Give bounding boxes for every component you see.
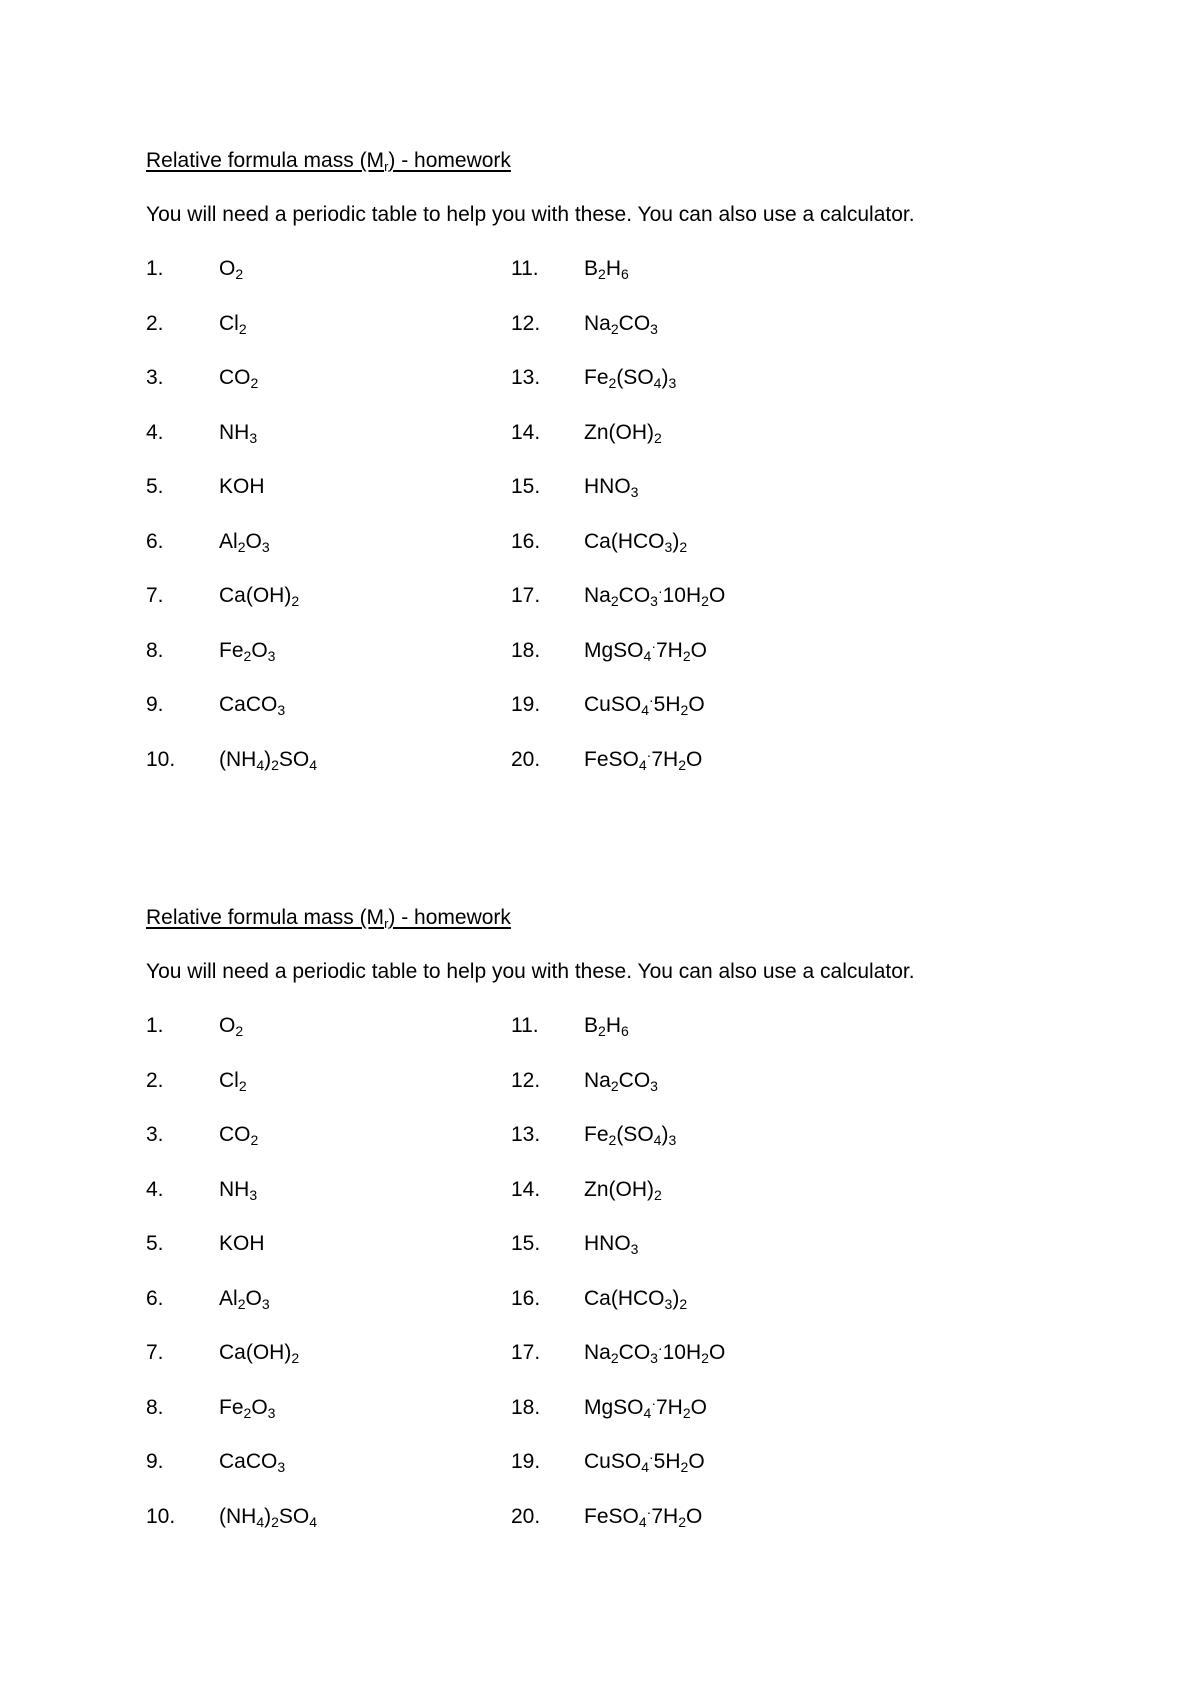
question-number: 11. <box>511 257 539 280</box>
formula-subscript: 3 <box>267 1404 276 1421</box>
chemical-formula <box>219 254 243 284</box>
worksheet-2 <box>146 903 1046 1530</box>
formula-subscript: 4 <box>641 1459 649 1475</box>
formula-subscript: 4 <box>256 756 265 773</box>
question-number: 16. <box>511 529 541 553</box>
formula-text: Fe <box>584 1123 609 1146</box>
question-number: 20. <box>511 1504 541 1528</box>
formula-text: O <box>708 584 726 607</box>
question-item <box>511 1066 841 1121</box>
question-number: 2. <box>146 311 164 335</box>
question-number: 14. <box>511 1177 541 1201</box>
formula-subscript: 2 <box>238 1077 247 1094</box>
question-number: 12. <box>511 1068 541 1092</box>
formula-text: ) <box>264 1504 272 1528</box>
formula-text: CO <box>618 584 651 607</box>
formula-text: CO <box>219 366 251 389</box>
formula-subscript: 2 <box>610 593 619 609</box>
question-item <box>511 690 841 745</box>
formula-text: O <box>245 529 262 553</box>
chemical-formula <box>584 1229 638 1259</box>
formula-subscript: 2 <box>237 538 246 555</box>
chemical-formula <box>584 1447 705 1477</box>
formula-text: O <box>251 638 268 662</box>
chemical-formula <box>584 1393 707 1423</box>
question-item <box>146 309 476 364</box>
question-number: 1. <box>146 257 164 280</box>
hydrate-dot: · <box>651 637 656 654</box>
formula-text: ) <box>672 1286 680 1310</box>
question-number: 16. <box>511 1286 541 1310</box>
formula-text: O <box>688 693 705 716</box>
question-number: 12. <box>511 311 541 335</box>
formula-text: CuSO <box>584 693 642 716</box>
question-item <box>511 254 841 309</box>
chemical-formula <box>584 527 687 557</box>
formula-text: FeSO <box>584 747 639 771</box>
question-number: 17. <box>511 584 541 607</box>
question-item <box>146 418 476 473</box>
question-number: 10. <box>146 747 176 771</box>
formula-text: Na <box>584 1341 611 1364</box>
formula-subscript: 4 <box>309 756 318 773</box>
question-number: 9. <box>146 1450 164 1473</box>
question-item <box>511 527 841 582</box>
question-list-right <box>511 1011 841 1556</box>
worksheet-title <box>146 146 1046 176</box>
chemical-formula <box>219 1338 299 1368</box>
formula-text: SO <box>278 1504 310 1528</box>
question-item <box>146 1338 476 1393</box>
question-number: 15. <box>511 1232 541 1255</box>
formula-subscript: 2 <box>238 320 247 337</box>
question-number: 5. <box>146 475 164 498</box>
title-subscript: r <box>384 916 389 931</box>
formula-text: CO <box>618 1068 651 1092</box>
formula-subscript: 2 <box>679 1295 688 1312</box>
chemical-formula <box>219 690 285 720</box>
formula-text: O <box>690 638 707 662</box>
formula-text: 7H <box>651 747 679 771</box>
chemical-formula <box>219 1502 317 1532</box>
question-item <box>511 1120 841 1175</box>
question-item <box>511 1393 841 1448</box>
question-item <box>146 1175 476 1230</box>
hydrate-dot: · <box>651 1394 656 1411</box>
formula-text: HNO <box>584 1232 631 1255</box>
formula-subscript: 2 <box>271 756 279 773</box>
question-number: 8. <box>146 1395 164 1419</box>
formula-text: CO <box>219 1123 251 1146</box>
formula-subscript: 2 <box>235 266 244 282</box>
hydrate-dot: · <box>657 583 663 599</box>
formula-text: KOH <box>219 475 265 498</box>
instructions-text: You will need a periodic table to help you with these. You can also use a calculator. <box>146 203 915 226</box>
question-number: 11. <box>511 1014 539 1037</box>
formula-subscript: 2 <box>608 1132 617 1148</box>
question-number: 13. <box>511 1123 541 1146</box>
formula-text: CO <box>618 311 651 335</box>
hydrate-dot: · <box>646 1503 652 1520</box>
question-number: 20. <box>511 747 541 771</box>
chemical-formula <box>219 745 317 775</box>
question-number: 17. <box>511 1341 541 1364</box>
question-number: 3. <box>146 1123 164 1146</box>
formula-subscript: 3 <box>630 1241 639 1257</box>
formula-text: ) <box>264 747 272 771</box>
question-list-left <box>146 254 476 799</box>
formula-text: H <box>605 1014 621 1037</box>
question-item <box>146 472 476 527</box>
title-text-end: ) - homework <box>388 149 511 172</box>
chemical-formula <box>584 690 705 720</box>
formula-subscript: 2 <box>610 1350 619 1366</box>
formula-subscript: 2 <box>608 375 617 391</box>
formula-subscript: 2 <box>598 266 606 282</box>
formula-subscript: 4 <box>643 1404 652 1421</box>
formula-text: Na <box>584 311 611 335</box>
question-item <box>146 1066 476 1121</box>
formula-subscript: 4 <box>309 1513 318 1530</box>
question-item <box>511 745 841 800</box>
hydrate-dot: · <box>648 1449 654 1465</box>
formula-text: HNO <box>584 475 631 498</box>
question-item <box>511 1284 841 1339</box>
formula-text: 7H <box>651 1504 679 1528</box>
formula-subscript: 6 <box>620 266 629 282</box>
question-item <box>146 745 476 800</box>
formula-text: NH <box>219 1177 250 1201</box>
formula-text: (SO <box>616 366 654 389</box>
question-item <box>146 1120 476 1175</box>
formula-subscript: 2 <box>291 1350 300 1366</box>
formula-subscript: 2 <box>701 1350 709 1366</box>
question-number: 3. <box>146 366 164 389</box>
hydrate-dot: · <box>657 1340 663 1356</box>
formula-text: 7H <box>655 1395 683 1419</box>
question-number: 19. <box>511 1450 541 1473</box>
formula-subscript: 2 <box>610 1077 619 1094</box>
question-number: 9. <box>146 693 164 716</box>
question-item <box>511 1447 841 1502</box>
formula-subscript: 4 <box>638 1513 647 1530</box>
instructions-text: You will need a periodic table to help you with these. You can also use a calculator. <box>146 960 915 983</box>
chemical-formula <box>219 527 270 557</box>
formula-subscript: 6 <box>620 1023 629 1039</box>
formula-text: Al <box>219 529 238 553</box>
chemical-formula <box>584 1066 658 1096</box>
formula-subscript: 3 <box>650 320 658 337</box>
chemical-formula <box>219 581 299 611</box>
question-item <box>511 472 841 527</box>
formula-subscript: 2 <box>598 1023 606 1039</box>
question-number: 6. <box>146 529 164 553</box>
formula-subscript: 2 <box>678 756 686 773</box>
chemical-formula <box>219 1393 275 1423</box>
formula-subscript: 2 <box>271 1513 279 1530</box>
question-item <box>146 527 476 582</box>
formula-text: 5H <box>653 1450 681 1473</box>
hydrate-dot: · <box>646 746 652 763</box>
chemical-formula <box>584 581 725 611</box>
formula-text: Al <box>219 1286 238 1310</box>
formula-text: 7H <box>655 638 683 662</box>
formula-text: Ca(HCO <box>584 529 665 553</box>
chemical-formula <box>219 1120 258 1150</box>
formula-subscript: 4 <box>653 1132 662 1148</box>
chemical-formula <box>584 472 638 502</box>
question-item <box>511 1011 841 1066</box>
formula-subscript: 2 <box>250 375 259 391</box>
formula-subscript: 2 <box>291 593 300 609</box>
question-number: 7. <box>146 1341 164 1364</box>
question-number: 14. <box>511 420 541 444</box>
formula-text: (NH <box>219 747 257 771</box>
hydrate-dot: · <box>648 692 654 708</box>
formula-text: Na <box>584 584 611 607</box>
question-item <box>146 1011 476 1066</box>
question-number: 1. <box>146 1014 164 1037</box>
formula-subscript: 3 <box>664 1295 673 1312</box>
formula-text: (SO <box>616 1123 654 1146</box>
question-number: 2. <box>146 1068 164 1092</box>
question-item <box>146 1284 476 1339</box>
chemical-formula <box>219 1447 285 1477</box>
formula-text: MgSO <box>584 1395 644 1419</box>
formula-text: CaCO <box>219 1450 278 1473</box>
formula-text: ) <box>661 1123 669 1146</box>
formula-subscript: 4 <box>256 1513 265 1530</box>
question-item <box>511 1338 841 1393</box>
question-number: 4. <box>146 420 164 444</box>
title-text: Relative formula mass (M <box>146 906 385 929</box>
question-number: 18. <box>511 1395 541 1419</box>
chemical-formula <box>584 1011 629 1041</box>
question-item <box>511 363 841 418</box>
formula-text: H <box>605 257 621 280</box>
formula-text: Fe <box>219 1395 244 1419</box>
formula-subscript: 2 <box>237 1295 246 1312</box>
question-item <box>146 1447 476 1502</box>
question-item <box>146 690 476 745</box>
formula-text: O <box>685 747 703 771</box>
formula-text: B <box>584 1014 599 1037</box>
formula-subscript: 3 <box>249 429 258 446</box>
question-item <box>511 636 841 691</box>
question-item <box>511 581 841 636</box>
formula-subscript: 4 <box>641 702 649 718</box>
formula-subscript: 3 <box>249 1186 258 1203</box>
formula-subscript: 2 <box>610 320 619 337</box>
chemical-formula <box>219 1066 247 1096</box>
formula-text: Cl <box>219 1068 239 1092</box>
chemical-formula <box>219 472 265 502</box>
question-number: 15. <box>511 475 541 498</box>
question-item <box>146 254 476 309</box>
formula-text: ) <box>672 529 680 553</box>
formula-text: CaCO <box>219 693 278 716</box>
chemical-formula <box>584 1175 662 1205</box>
question-list-right <box>511 254 841 799</box>
formula-subscript: 2 <box>243 1404 252 1421</box>
formula-subscript: 2 <box>243 647 252 664</box>
title-subscript: r <box>384 159 389 174</box>
chemical-formula <box>584 254 629 284</box>
formula-subscript: 2 <box>654 1186 662 1203</box>
question-number: 8. <box>146 638 164 662</box>
chemical-formula <box>584 309 658 339</box>
formula-subscript: 2 <box>654 429 662 446</box>
formula-subscript: 2 <box>678 1513 686 1530</box>
question-item <box>146 1393 476 1448</box>
formula-subscript: 3 <box>650 1077 658 1094</box>
title-text: Relative formula mass (M <box>146 149 385 172</box>
formula-subscript: 3 <box>668 375 677 391</box>
formula-text: NH <box>219 420 250 444</box>
formula-text: O <box>219 1014 236 1037</box>
formula-subscript: 2 <box>235 1023 244 1039</box>
formula-text: (NH <box>219 1504 257 1528</box>
formula-text: O <box>251 1395 268 1419</box>
formula-text: O <box>708 1341 726 1364</box>
chemical-formula <box>219 363 258 393</box>
formula-text: 10H <box>662 1341 702 1364</box>
formula-text: Fe <box>219 638 244 662</box>
formula-subscript: 2 <box>701 593 709 609</box>
question-list-left <box>146 1011 476 1556</box>
formula-subscript: 3 <box>261 1295 270 1312</box>
chemical-formula <box>584 1502 702 1532</box>
question-number: 5. <box>146 1232 164 1255</box>
question-number: 4. <box>146 1177 164 1201</box>
question-number: 6. <box>146 1286 164 1310</box>
formula-text: Na <box>584 1068 611 1092</box>
formula-subscript: 2 <box>680 1459 689 1475</box>
formula-subscript: 2 <box>680 702 689 718</box>
formula-text: Zn(OH) <box>584 1177 654 1201</box>
chemical-formula <box>584 363 676 393</box>
question-item <box>146 1229 476 1284</box>
formula-text: B <box>584 257 599 280</box>
chemical-formula <box>584 636 707 666</box>
chemical-formula <box>219 1284 270 1314</box>
question-item <box>511 309 841 364</box>
chemical-formula <box>219 309 247 339</box>
chemical-formula <box>219 418 257 448</box>
question-item <box>511 1502 841 1557</box>
formula-subscript: 2 <box>682 1404 691 1421</box>
question-number: 13. <box>511 366 541 389</box>
question-item <box>146 636 476 691</box>
formula-text: Ca(OH) <box>219 584 292 607</box>
formula-text: Ca(HCO <box>584 1286 665 1310</box>
formula-subscript: 4 <box>653 375 662 391</box>
question-item <box>146 1502 476 1557</box>
formula-text: Fe <box>584 366 609 389</box>
chemical-formula <box>584 1338 725 1368</box>
formula-subscript: 3 <box>267 647 276 664</box>
formula-subscript: 3 <box>277 702 286 718</box>
formula-subscript: 3 <box>277 1459 286 1475</box>
chemical-formula <box>584 745 702 775</box>
formula-subscript: 2 <box>679 538 688 555</box>
formula-subscript: 3 <box>650 593 658 609</box>
formula-text: MgSO <box>584 638 644 662</box>
question-item <box>146 363 476 418</box>
formula-text: 10H <box>662 584 702 607</box>
formula-text: FeSO <box>584 1504 639 1528</box>
chemical-formula <box>584 1284 687 1314</box>
question-number: 19. <box>511 693 541 716</box>
formula-text: ) <box>661 366 669 389</box>
chemical-formula <box>584 1120 676 1150</box>
formula-text: O <box>245 1286 262 1310</box>
formula-subscript: 3 <box>261 538 270 555</box>
question-item <box>511 418 841 473</box>
formula-subscript: 4 <box>643 647 652 664</box>
question-number: 7. <box>146 584 164 607</box>
formula-text: SO <box>278 747 310 771</box>
question-item <box>511 1229 841 1284</box>
question-number: 18. <box>511 638 541 662</box>
chemical-formula <box>219 636 275 666</box>
formula-text: O <box>688 1450 705 1473</box>
formula-text: CuSO <box>584 1450 642 1473</box>
formula-text: O <box>685 1504 703 1528</box>
formula-text: Cl <box>219 311 239 335</box>
formula-text: 5H <box>653 693 681 716</box>
formula-text: CO <box>618 1341 651 1364</box>
formula-subscript: 3 <box>664 538 673 555</box>
chemical-formula <box>219 1175 257 1205</box>
question-number: 10. <box>146 1504 176 1528</box>
question-item <box>146 581 476 636</box>
chemical-formula <box>219 1229 265 1259</box>
formula-subscript: 2 <box>250 1132 259 1148</box>
formula-subscript: 3 <box>630 484 639 500</box>
chemical-formula <box>219 1011 243 1041</box>
formula-subscript: 2 <box>682 647 691 664</box>
title-text-end: ) - homework <box>388 906 511 929</box>
formula-subscript: 3 <box>650 1350 658 1366</box>
chemical-formula <box>584 418 662 448</box>
question-item <box>511 1175 841 1230</box>
formula-text: O <box>690 1395 707 1419</box>
worksheet-title <box>146 903 1046 933</box>
formula-text: Ca(OH) <box>219 1341 292 1364</box>
formula-subscript: 4 <box>638 756 647 773</box>
worksheet-1 <box>146 146 1046 773</box>
formula-text: KOH <box>219 1232 265 1255</box>
formula-text: Zn(OH) <box>584 420 654 444</box>
formula-text: O <box>219 257 236 280</box>
formula-subscript: 3 <box>668 1132 677 1148</box>
